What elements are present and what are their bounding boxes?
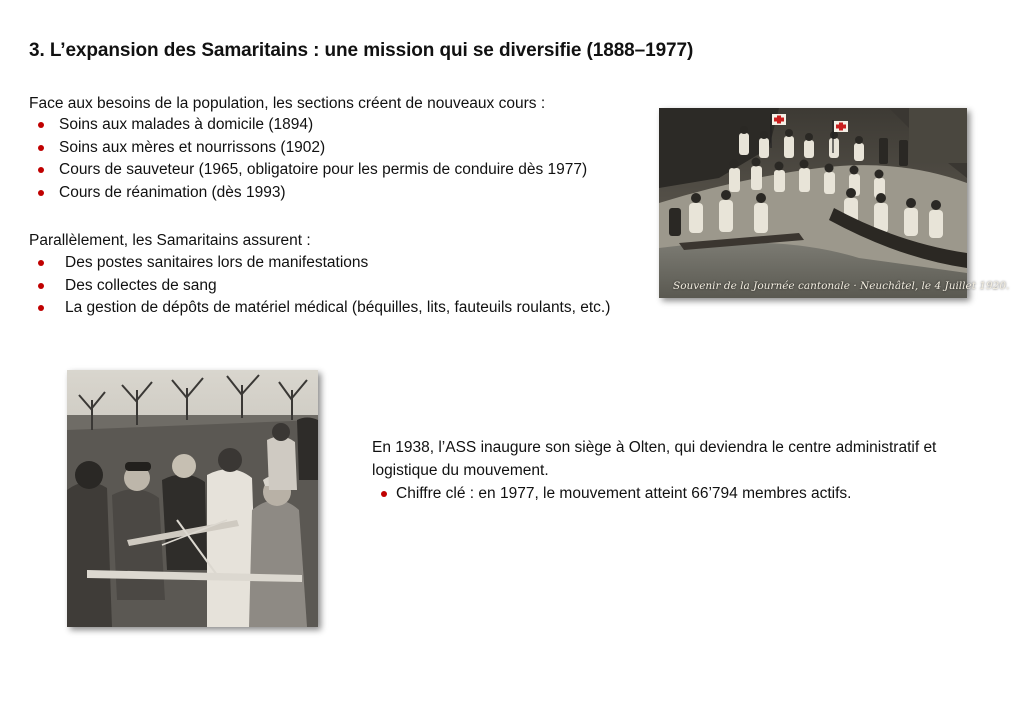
courses-intro: Face aux besoins de la population, les sections créent de nouveaux cours : xyxy=(29,95,546,112)
olten-paragraph: En 1938, l’ASS inaugure son siège à Olten, qui deviendra le centre administratif et logistique du mouvement. xyxy=(372,439,937,479)
bullet-icon xyxy=(38,145,44,151)
bullet-icon xyxy=(38,167,44,173)
neuchatel-photo-illustration xyxy=(659,108,967,298)
bullet-icon xyxy=(38,283,44,289)
key-figure-list xyxy=(381,483,851,506)
bullet-icon xyxy=(38,190,44,196)
bullet-icon xyxy=(38,260,44,266)
list-item: Soins aux malades à domicile (1894) xyxy=(29,114,587,137)
list-item: La gestion de dépôts de matériel médical (béquilles, lits, fauteuils roulants, etc.) xyxy=(29,297,610,320)
list-item: Cours de réanimation (dès 1993) xyxy=(29,182,587,205)
courses-list xyxy=(29,114,587,205)
services-list xyxy=(29,252,610,320)
bullet-icon xyxy=(381,491,387,497)
list-item: Cours de sauveteur (1965, obligatoire pour les permis de conduire dès 1977) xyxy=(29,159,587,182)
photo-caption: Souvenir de la Journée cantonale · Neuchâtel, le 4 Juillet 1920. xyxy=(673,280,1010,292)
orchard-training-photo xyxy=(67,370,318,627)
bullet-icon xyxy=(38,122,44,128)
page-title: 3. L’expansion des Samaritains : une mission qui se diversifie (1888–1977) xyxy=(29,40,694,61)
list-item: Soins aux mères et nourrissons (1902) xyxy=(29,137,587,160)
list-item: Chiffre clé : en 1977, le mouvement atteint 66’794 membres actifs. xyxy=(381,483,851,506)
bullet-icon xyxy=(38,305,44,311)
list-item: Des postes sanitaires lors de manifestations xyxy=(29,252,610,275)
neuchatel-1920-photo xyxy=(659,108,1010,298)
services-intro: Parallèlement, les Samaritains assurent : xyxy=(29,232,311,249)
orchard-photo-illustration xyxy=(67,370,318,627)
list-item: Des collectes de sang xyxy=(29,275,610,298)
